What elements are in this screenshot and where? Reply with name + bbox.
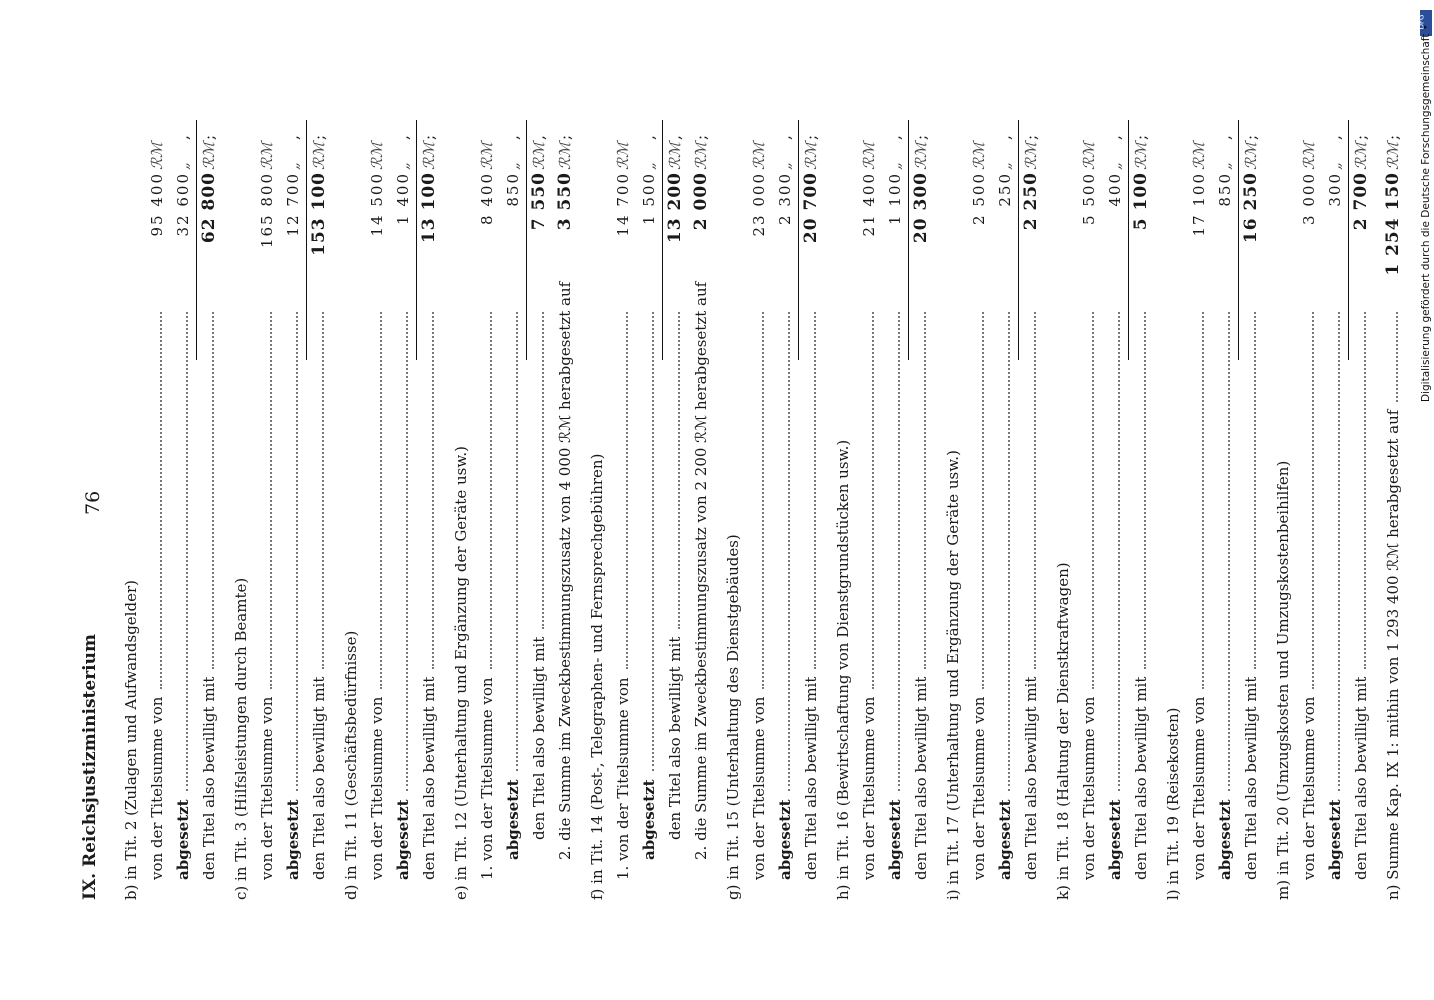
punctuation: ; xyxy=(1132,134,1150,140)
budget-line xyxy=(1128,80,1154,900)
line-label: von der Titelsumme von xyxy=(1080,696,1098,880)
budget-line xyxy=(940,80,966,900)
line-label: abgesetzt xyxy=(284,799,302,880)
leader-dots xyxy=(280,312,306,791)
amount: 2 700 xyxy=(1351,172,1371,231)
currency-unit: ℛℳ xyxy=(148,141,166,170)
line-label: abgesetzt xyxy=(776,799,794,880)
line-label: abgesetzt xyxy=(1106,799,1124,880)
currency-unit: ℛℳ xyxy=(310,141,328,170)
budget-line xyxy=(474,80,500,900)
leader-dots xyxy=(1076,312,1102,689)
leader-dots xyxy=(1212,312,1238,791)
budget-line xyxy=(1050,80,1076,900)
page-header xyxy=(66,80,106,900)
currency-unit: ℛℳ xyxy=(556,141,574,170)
punctuation: ; xyxy=(802,134,820,140)
leader-dots xyxy=(856,312,882,689)
punctuation: ; xyxy=(1242,134,1260,140)
currency-unit: ℛℳ xyxy=(478,141,496,170)
line-label: abgesetzt xyxy=(174,799,192,880)
budget-line xyxy=(1270,80,1296,900)
leader-dots xyxy=(636,312,662,771)
budget-line xyxy=(1160,80,1186,900)
leader-dots xyxy=(662,312,688,629)
amount: 400 xyxy=(1106,172,1124,207)
budget-line xyxy=(1102,80,1128,900)
budget-line xyxy=(228,80,254,900)
currency-unit: ℛℳ xyxy=(1242,141,1260,170)
line-label: n) Summe Kap. IX 1: mithin von 1 293 400 ℛℳ herabgesetzt auf xyxy=(1384,409,1402,900)
budget-line xyxy=(196,80,222,900)
budget-line xyxy=(280,80,306,900)
amount: 3 550 xyxy=(555,172,575,231)
punctuation: ; xyxy=(1022,134,1040,140)
currency-unit: ℛℳ xyxy=(1080,141,1098,170)
budget-line xyxy=(856,80,882,900)
line-label: den Titel also bewilligt mit xyxy=(666,636,684,840)
punctuation: , xyxy=(640,135,658,140)
punctuation: , xyxy=(886,135,904,140)
currency-unit: ℛℳ xyxy=(258,141,276,170)
budget-line xyxy=(390,80,416,900)
currency-unit: ℛℳ xyxy=(750,141,768,170)
line-label: c) in Tit. 3 (Hilfsleistungen durch Beamte) xyxy=(232,577,250,900)
amount: 13 200 xyxy=(665,172,685,244)
amount: 2 300 xyxy=(776,172,794,225)
line-label: von der Titelsumme von xyxy=(860,696,878,880)
budget-line xyxy=(1076,80,1102,900)
budget-line xyxy=(636,80,662,900)
line-label: abgesetzt xyxy=(996,799,1014,880)
leader-dots xyxy=(1380,312,1406,402)
line-label: den Titel also bewilligt mit xyxy=(1132,676,1150,880)
punctuation: , xyxy=(776,135,794,140)
line-label: e) in Tit. 12 (Unterhaltung und Ergänzung der Geräte usw.) xyxy=(452,445,470,900)
budget-line xyxy=(416,80,442,900)
amount: 95 400 xyxy=(148,172,166,237)
leader-dots xyxy=(1322,312,1348,791)
amount: 5 100 xyxy=(1131,172,1151,231)
leader-dots xyxy=(474,312,500,669)
amount: 32 600 xyxy=(174,172,192,237)
line-label: g) in Tit. 15 (Unterhaltung des Dienstgebäudes) xyxy=(724,534,742,900)
currency-unit: ℛℳ xyxy=(200,141,218,170)
amount: 850 xyxy=(504,172,522,207)
line-label: den Titel also bewilligt mit xyxy=(1242,676,1260,880)
line-label: von der Titelsumme von xyxy=(148,696,166,880)
digitization-credit: Digitalisierung gefördert durch die Deutsche Forschungsgemeinschaft • xyxy=(1420,24,1432,402)
budget-line xyxy=(448,80,474,900)
budget-line xyxy=(1238,80,1264,900)
punctuation: , xyxy=(666,135,684,140)
currency-unit: ℛℳ xyxy=(860,141,878,170)
leader-dots xyxy=(1348,312,1374,669)
budget-line xyxy=(1322,80,1348,900)
line-label: h) in Tit. 16 (Bewirtschaftung von Dienstgrundstücken usw.) xyxy=(834,439,852,900)
line-label: den Titel also bewilligt mit xyxy=(310,676,328,880)
punctuation: ; xyxy=(692,134,710,140)
currency-unit: ℛℳ xyxy=(692,141,710,170)
line-label: den Titel also bewilligt mit xyxy=(1352,676,1370,880)
line-label: abgesetzt xyxy=(394,799,412,880)
margin-note xyxy=(1418,10,1434,410)
line-label: abgesetzt xyxy=(886,799,904,880)
currency-unit: „ xyxy=(284,162,302,170)
line-label: abgesetzt xyxy=(1216,799,1234,880)
budget-line xyxy=(908,80,934,900)
line-label: von der Titelsumme von xyxy=(1190,696,1208,880)
line-label: 1. von der Titelsumme von xyxy=(478,677,496,880)
leader-dots xyxy=(526,312,552,629)
budget-line xyxy=(662,80,688,900)
budget-line xyxy=(720,80,746,900)
leader-dots xyxy=(798,312,824,669)
punctuation: , xyxy=(1106,135,1124,140)
budget-line xyxy=(1186,80,1212,900)
punctuation: , xyxy=(530,135,548,140)
line-label: b) in Tit. 2 (Zulagen und Aufwandsgelder) xyxy=(122,580,140,900)
currency-unit: ℛℳ xyxy=(802,141,820,170)
budget-line xyxy=(966,80,992,900)
leader-dots xyxy=(170,312,196,791)
currency-unit: ℛℳ xyxy=(1384,141,1402,170)
currency-unit: „ xyxy=(1106,162,1124,170)
leader-dots xyxy=(144,312,170,689)
budget-line xyxy=(610,80,636,900)
amount: 153 100 xyxy=(309,172,329,256)
budget-line xyxy=(882,80,908,900)
leader-dots xyxy=(306,312,332,669)
line-label: 2. die Summe im Zweckbestimmungszusatz von 2 200 ℛℳ herabgesetzt auf xyxy=(692,281,710,860)
budget-line xyxy=(1348,80,1374,900)
budget-line xyxy=(118,80,144,900)
amount: 23 000 xyxy=(750,172,768,237)
currency-unit: ℛℳ xyxy=(1190,141,1208,170)
amount: 2 000 xyxy=(691,172,711,231)
punctuation: , xyxy=(1216,135,1234,140)
line-label: m) in Tit. 20 (Umzugskosten und Umzugskostenbeihilfen) xyxy=(1274,460,1292,900)
budget-list xyxy=(118,80,1406,900)
budget-line xyxy=(364,80,390,900)
currency-unit: ℛℳ xyxy=(420,141,438,170)
punctuation: ; xyxy=(1352,134,1370,140)
line-label: f) in Tit. 14 (Post-, Telegraphen- und Fernsprechgebühren) xyxy=(588,453,606,900)
budget-line xyxy=(552,80,578,900)
leader-dots xyxy=(1102,312,1128,791)
amount: 5 500 xyxy=(1080,172,1098,225)
amount: 14 700 xyxy=(614,172,632,237)
budget-line xyxy=(798,80,824,900)
amount: 7 550 xyxy=(529,172,549,231)
currency-unit: „ xyxy=(504,162,522,170)
currency-unit: ℛℳ xyxy=(1022,141,1040,170)
page-number: 76 xyxy=(82,490,104,515)
amount: 16 250 xyxy=(1241,172,1261,244)
line-label: von der Titelsumme von xyxy=(1300,696,1318,880)
punctuation: ; xyxy=(912,134,930,140)
amount: 1 500 xyxy=(640,172,658,225)
punctuation: , xyxy=(284,135,302,140)
punctuation: , xyxy=(174,135,192,140)
currency-unit: „ xyxy=(886,162,904,170)
amount: 2 500 xyxy=(970,172,988,225)
dfg-logo-text: DFG xyxy=(1417,14,1426,30)
leader-dots xyxy=(882,312,908,791)
leader-dots xyxy=(772,312,798,791)
punctuation: ; xyxy=(1384,134,1402,140)
line-label: den Titel also bewilligt mit xyxy=(802,676,820,880)
currency-unit: ℛℳ xyxy=(970,141,988,170)
amount: 1 400 xyxy=(394,172,412,225)
currency-unit: ℛℳ xyxy=(1352,141,1370,170)
punctuation: , xyxy=(394,135,412,140)
punctuation: ; xyxy=(420,134,438,140)
leader-dots xyxy=(390,312,416,791)
amount: 300 xyxy=(1326,172,1344,207)
line-label: den Titel also bewilligt mit xyxy=(530,636,548,840)
punctuation: , xyxy=(504,135,522,140)
currency-unit: ℛℳ xyxy=(1300,141,1318,170)
amount: 8 400 xyxy=(478,172,496,225)
leader-dots xyxy=(1186,312,1212,689)
currency-unit: „ xyxy=(394,162,412,170)
budget-line xyxy=(746,80,772,900)
line-label: von der Titelsumme von xyxy=(970,696,988,880)
leader-dots xyxy=(416,312,442,669)
line-label: den Titel also bewilligt mit xyxy=(420,676,438,880)
currency-unit: „ xyxy=(996,162,1014,170)
currency-unit: „ xyxy=(640,162,658,170)
line-label: den Titel also bewilligt mit xyxy=(200,676,218,880)
budget-line xyxy=(254,80,280,900)
amount: 17 100 xyxy=(1190,172,1208,237)
line-label: abgesetzt xyxy=(1326,799,1344,880)
punctuation: , xyxy=(996,135,1014,140)
line-label: von der Titelsumme von xyxy=(368,696,386,880)
currency-unit: ℛℳ xyxy=(614,141,632,170)
leader-dots xyxy=(610,312,636,669)
budget-line xyxy=(1212,80,1238,900)
currency-unit: ℛℳ xyxy=(912,141,930,170)
leader-dots xyxy=(1128,312,1154,669)
line-label: abgesetzt xyxy=(640,779,658,860)
currency-unit: „ xyxy=(776,162,794,170)
amount: 3 000 xyxy=(1300,172,1318,225)
line-label: von der Titelsumme von xyxy=(750,696,768,880)
amount: 2 250 xyxy=(1021,172,1041,231)
line-label: 1. von der Titelsumme von xyxy=(614,677,632,880)
leader-dots xyxy=(992,312,1018,791)
amount: 14 500 xyxy=(368,172,386,237)
amount: 62 800 xyxy=(199,172,219,244)
amount: 250 xyxy=(996,172,1014,207)
punctuation: ; xyxy=(556,134,574,140)
leader-dots xyxy=(254,312,280,689)
budget-line xyxy=(830,80,856,900)
currency-unit: ℛℳ xyxy=(530,141,548,170)
amount: 850 xyxy=(1216,172,1234,207)
leader-dots xyxy=(364,312,390,689)
amount: 20 700 xyxy=(801,172,821,244)
budget-line xyxy=(144,80,170,900)
budget-line xyxy=(992,80,1018,900)
line-label: abgesetzt xyxy=(504,779,522,860)
leader-dots xyxy=(1296,312,1322,689)
leader-dots xyxy=(1018,312,1044,669)
line-label: d) in Tit. 11 (Geschäftsbedürfnisse) xyxy=(342,630,360,900)
budget-line xyxy=(1296,80,1322,900)
currency-unit: „ xyxy=(174,162,192,170)
line-label: von der Titelsumme von xyxy=(258,696,276,880)
punctuation: , xyxy=(1326,135,1344,140)
currency-unit: „ xyxy=(1326,162,1344,170)
budget-line xyxy=(772,80,798,900)
leader-dots xyxy=(1238,312,1264,669)
line-label: 2. die Summe im Zweckbestimmungszusatz von 4 000 ℛℳ herabgesetzt auf xyxy=(556,281,574,860)
line-label: k) in Tit. 18 (Haltung der Dienstkraftwagen) xyxy=(1054,562,1072,900)
budget-line xyxy=(688,80,714,900)
budget-line xyxy=(170,80,196,900)
section-heading: IX. Reichsjustizministerium xyxy=(80,634,100,900)
line-label: i) in Tit. 17 (Unterhaltung und Ergänzung der Geräte usw.) xyxy=(944,450,962,900)
currency-unit: ℛℳ xyxy=(368,141,386,170)
currency-unit: ℛℳ xyxy=(1132,141,1150,170)
currency-unit: „ xyxy=(1216,162,1234,170)
leader-dots xyxy=(908,312,934,669)
amount: 21 400 xyxy=(860,172,878,237)
amount: 13 100 xyxy=(419,172,439,244)
punctuation: ; xyxy=(200,134,218,140)
budget-line xyxy=(526,80,552,900)
budget-line xyxy=(500,80,526,900)
amount: 20 300 xyxy=(911,172,931,244)
amount: 165 800 xyxy=(258,172,276,249)
budget-line xyxy=(1018,80,1044,900)
leader-dots xyxy=(746,312,772,689)
leader-dots xyxy=(500,312,526,771)
budget-line xyxy=(338,80,364,900)
line-label: l) in Tit. 19 (Reisekosten) xyxy=(1164,707,1182,900)
amount: 1 100 xyxy=(886,172,904,225)
budget-line xyxy=(306,80,332,900)
line-label: den Titel also bewilligt mit xyxy=(1022,676,1040,880)
budget-line xyxy=(1380,80,1406,900)
leader-dots xyxy=(966,312,992,689)
budget-line xyxy=(584,80,610,900)
line-label: den Titel also bewilligt mit xyxy=(912,676,930,880)
amount: 12 700 xyxy=(284,172,302,237)
amount: 1 254 150 xyxy=(1383,172,1403,276)
punctuation: ; xyxy=(310,134,328,140)
leader-dots xyxy=(196,312,222,669)
currency-unit: ℛℳ xyxy=(666,141,684,170)
